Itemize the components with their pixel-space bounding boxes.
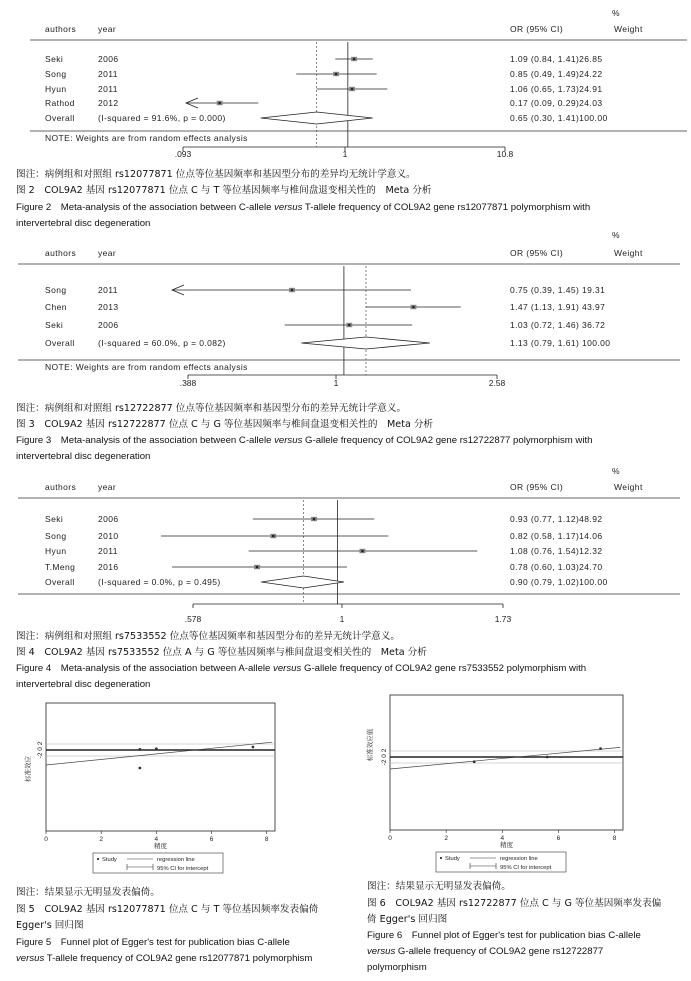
fig5-note: 图注：结果显示无明显发表偏倚。 bbox=[16, 887, 160, 898]
study-author: Song bbox=[45, 531, 67, 541]
fig4-note: 图注：病例组和对照组 rs7533552 位点等位基因频率和基因型分布的差异无统计学意义。 bbox=[16, 631, 400, 642]
study-author: Song bbox=[45, 69, 67, 79]
year-header: year bbox=[98, 248, 117, 258]
study-point bbox=[546, 756, 549, 759]
x-axis-label: 精度 bbox=[154, 843, 167, 850]
overall-or-text: 0.90 (0.79, 1.02)100.00 bbox=[510, 577, 608, 587]
weight-header: Weight bbox=[614, 24, 643, 34]
fig6-caption-en-1: Figure 6 Funnel plot of Egger's test for publication bias C-allele bbox=[367, 930, 641, 941]
x-tick-label: 2.58 bbox=[488, 378, 506, 388]
study-year: 2016 bbox=[98, 562, 119, 572]
fig6-note: 图注：结果显示无明显发表偏倚。 bbox=[367, 881, 511, 892]
study-or-text: 1.08 (0.76, 1.54)12.32 bbox=[510, 546, 603, 556]
overall-stat: (I-squared = 0.0%, p = 0.495) bbox=[98, 577, 221, 587]
study-author: Seki bbox=[45, 320, 64, 330]
x-tick-label: 8 bbox=[612, 835, 617, 842]
x-tick-label: 2 bbox=[444, 835, 448, 842]
study-or-text: 0.82 (0.58, 1.17)14.06 bbox=[510, 531, 603, 541]
study-or-text: 1.47 (1.13, 1.91) 43.97 bbox=[510, 302, 606, 312]
study-point bbox=[473, 760, 476, 763]
x-tick-label: 10.8 bbox=[496, 149, 514, 159]
legend-study: Study bbox=[102, 857, 117, 863]
x-tick-label: .388 bbox=[179, 378, 197, 388]
study-or-text: 0.75 (0.39, 1.45) 19.31 bbox=[510, 285, 606, 295]
study-year: 2010 bbox=[98, 531, 119, 541]
overall-stat: (I-squared = 91.6%, p = 0.000) bbox=[98, 113, 226, 123]
fig2-note: 图注：病例组和对照组 rs12077871 位点等位基因频率和基因型分布的差异均无统计学意义。 bbox=[16, 169, 416, 180]
or-header: OR (95% CI) bbox=[510, 24, 564, 34]
weights-note: NOTE: Weights are from random effects analysis bbox=[45, 362, 248, 372]
legend-ci: 95% CI for intercept bbox=[500, 865, 552, 871]
x-tick-label: 6 bbox=[209, 836, 214, 843]
fig3-caption-cn: 图 3 COL9A2 基因 rs12722877 位点 C 与 G 等位基因频率与椎间盘退变相关性的 Meta 分析 bbox=[16, 419, 434, 430]
fig4-caption-en: Figure 4 Meta-analysis of the association between A-allele versus G-allele frequency of COL9A2 gene rs7533552 polymorphism with bbox=[16, 663, 587, 674]
weights-note: NOTE: Weights are from random effects analysis bbox=[45, 133, 248, 143]
y-tick-labels: -2 0 2 bbox=[37, 741, 44, 759]
fig4-caption-cn: 图 4 COL9A2 基因 rs7533552 位点 A 与 G 等位基因频率与椎间盘退变相关性的 Meta 分析 bbox=[16, 647, 427, 658]
y-axis-label: 标准效应 bbox=[25, 756, 32, 782]
legend-regression: regression line bbox=[157, 857, 195, 863]
overall-label: Overall bbox=[45, 113, 75, 123]
fig6-caption-cn-1: 图 6 COL9A2 基因 rs12722877 位点 C 与 G 等位基因频率发表偏 bbox=[367, 898, 662, 909]
study-year: 2006 bbox=[98, 54, 119, 64]
plot-frame bbox=[390, 695, 623, 830]
study-or-text: 0.85 (0.49, 1.49)24.22 bbox=[510, 69, 603, 79]
fig6-caption-en-2: versus G-allele frequency of COL9A2 gene rs12722877 bbox=[367, 946, 604, 957]
legend-study-marker bbox=[440, 857, 442, 859]
study-point bbox=[599, 747, 602, 750]
study-author: T.Meng bbox=[45, 562, 76, 572]
pct-label: % bbox=[612, 230, 620, 240]
authors-header: authors bbox=[45, 24, 77, 34]
year-header: year bbox=[98, 24, 117, 34]
fig3-caption-en: Figure 3 Meta-analysis of the association between C-allele versus G-allele frequency of COL9A2 gene rs12722877 polymorphism with bbox=[16, 435, 593, 446]
fig3-note: 图注：病例组和对照组 rs12722877 位点等位基因频率和基因型分布的差异无统计学意义。 bbox=[16, 403, 407, 414]
study-year: 2011 bbox=[98, 84, 118, 94]
study-or-text: 1.03 (0.72, 1.46) 36.72 bbox=[510, 320, 606, 330]
fig5-caption-cn-1: 图 5 COL9A2 基因 rs12077871 位点 C 与 T 等位基因频率发表偏倚 bbox=[16, 904, 319, 915]
study-author: Hyun bbox=[45, 546, 67, 556]
x-tick-label: 1.73 bbox=[494, 614, 512, 624]
legend-ci: 95% CI for intercept bbox=[157, 866, 209, 872]
study-or-text: 1.09 (0.84, 1.41)26.85 bbox=[510, 54, 603, 64]
study-or-text: 0.93 (0.77, 1.12)48.92 bbox=[510, 514, 603, 524]
x-tick-label: 8 bbox=[264, 836, 269, 843]
overall-stat: (I-squared = 60.0%, p = 0.082) bbox=[98, 338, 226, 348]
study-year: 2011 bbox=[98, 69, 118, 79]
study-author: Rathod bbox=[45, 98, 75, 108]
x-tick-label: 1 bbox=[333, 378, 339, 388]
study-author: Hyun bbox=[45, 84, 67, 94]
study-author: Chen bbox=[45, 302, 67, 312]
overall-or-text: 0.65 (0.30, 1.41)100.00 bbox=[510, 113, 608, 123]
legend-study: Study bbox=[445, 856, 460, 862]
study-or-text: 0.17 (0.09, 0.29)24.03 bbox=[510, 98, 603, 108]
fig5-caption-en-2: versus T-allele frequency of COL9A2 gene rs12077871 polymorphism bbox=[16, 953, 313, 964]
x-tick-label: 4 bbox=[154, 836, 159, 843]
fig4-caption-en-2: intervertebral disc degeneration bbox=[16, 679, 151, 690]
weight-header: Weight bbox=[614, 248, 643, 258]
study-year: 2011 bbox=[98, 546, 118, 556]
fig2-caption-cn: 图 2 COL9A2 基因 rs12077871 位点 C 与 T 等位基因频率与椎间盘退变相关性的 Meta 分析 bbox=[16, 185, 432, 196]
fig5-caption-cn-2: Egger's 回归图 bbox=[16, 920, 84, 931]
x-tick-label: .093 bbox=[174, 149, 192, 159]
or-header: OR (95% CI) bbox=[510, 482, 564, 492]
pct-label: % bbox=[612, 8, 620, 18]
x-tick-label: 1 bbox=[339, 614, 345, 624]
overall-or-text: 1.13 (0.79, 1.61) 100.00 bbox=[510, 338, 611, 348]
fig6-caption-en-3: polymorphism bbox=[367, 962, 427, 973]
x-tick-label: 2 bbox=[99, 836, 103, 843]
study-or-text: 1.06 (0.65, 1.73)24.91 bbox=[510, 84, 603, 94]
study-year: 2012 bbox=[98, 98, 119, 108]
x-tick-label: 6 bbox=[556, 835, 561, 842]
x-tick-label: .578 bbox=[184, 614, 202, 624]
study-author: Seki bbox=[45, 514, 64, 524]
x-tick-label: 0 bbox=[388, 835, 392, 842]
year-header: year bbox=[98, 482, 117, 492]
study-author: Seki bbox=[45, 54, 64, 64]
study-or-text: 0.78 (0.60, 1.03)24.70 bbox=[510, 562, 603, 572]
authors-header: authors bbox=[45, 482, 77, 492]
x-axis-label: 精度 bbox=[500, 842, 513, 849]
y-axis-label: 标准效应值 bbox=[367, 728, 374, 762]
x-tick-label: 1 bbox=[342, 149, 348, 159]
x-tick-label: 0 bbox=[44, 836, 48, 843]
overall-label: Overall bbox=[45, 577, 75, 587]
y-tick-labels: -2 0 2 bbox=[381, 748, 388, 766]
fig3-caption-en-2: intervertebral disc degeneration bbox=[16, 451, 151, 462]
study-year: 2006 bbox=[98, 320, 119, 330]
weight-header: Weight bbox=[614, 482, 643, 492]
fig6-caption-cn-2: 倚 Egger's 回归图 bbox=[367, 914, 448, 925]
overall-label: Overall bbox=[45, 338, 75, 348]
fig2-caption-en: Figure 2 Meta-analysis of the association between C-allele versus T-allele frequency of COL9A2 gene rs12077871 polymorphism with bbox=[16, 202, 591, 213]
regression-line bbox=[390, 747, 620, 769]
legend-regression: regression line bbox=[500, 856, 538, 862]
fig5-caption-en-1: Figure 5 Funnel plot of Egger's test for publication bias C-allele bbox=[16, 937, 290, 948]
x-tick-label: 4 bbox=[500, 835, 505, 842]
study-year: 2011 bbox=[98, 285, 118, 295]
authors-header: authors bbox=[45, 248, 77, 258]
study-year: 2006 bbox=[98, 514, 119, 524]
or-header: OR (95% CI) bbox=[510, 248, 564, 258]
study-year: 2013 bbox=[98, 302, 119, 312]
fig2-caption-en-2: intervertebral disc degeneration bbox=[16, 218, 151, 229]
pct-label: % bbox=[612, 466, 620, 476]
study-author: Song bbox=[45, 285, 67, 295]
